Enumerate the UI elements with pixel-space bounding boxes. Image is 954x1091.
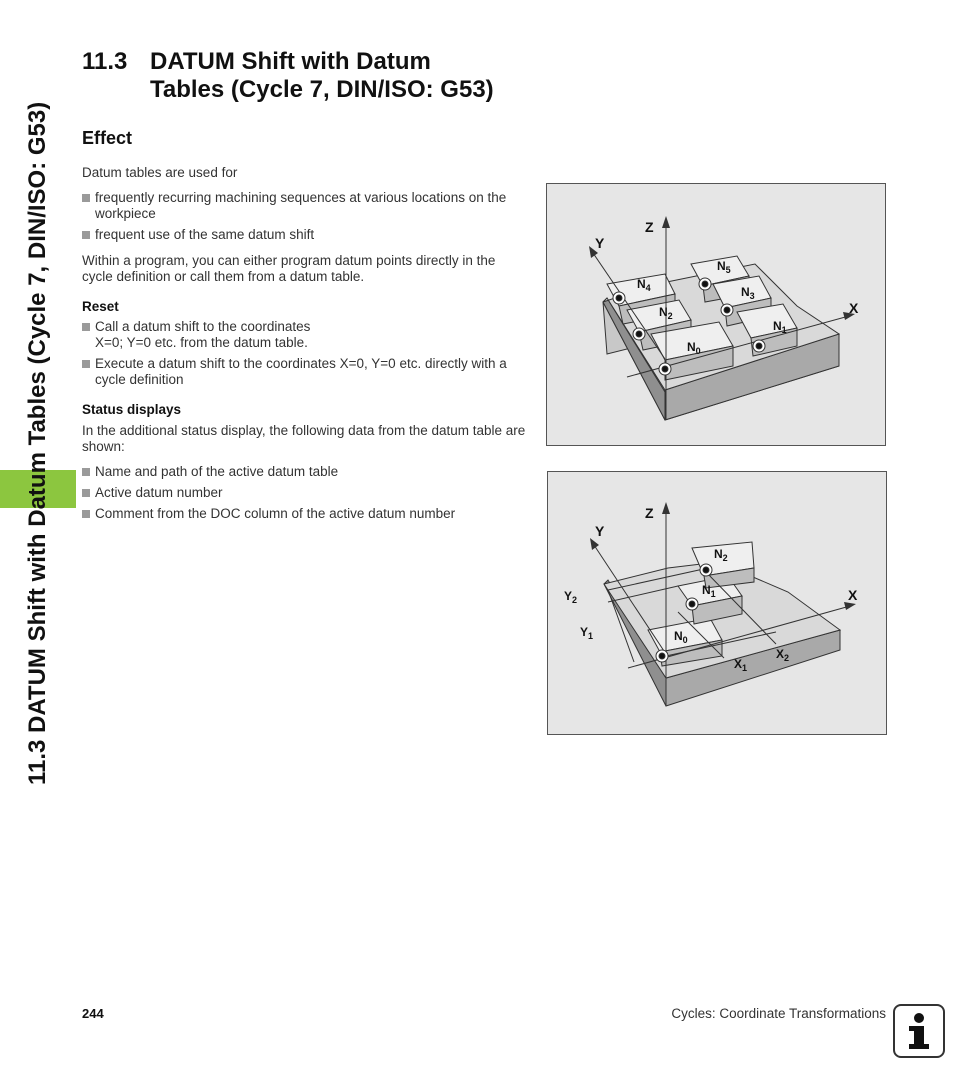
section-heading: Effect <box>82 128 133 148</box>
chapter-number: 11.3 <box>82 48 128 75</box>
datum-label-n0: $N_0$ <box>674 629 688 645</box>
chapter-title-line1: DATUM Shift with Datum <box>150 48 431 75</box>
status-heading: Status displays <box>82 402 182 417</box>
datum-label-n5: $N_5$ <box>717 259 731 275</box>
y-axis-label: Y <box>595 523 605 539</box>
within-program-text: Within a program, you can either program datum points directly in the cycle definition or call them from a datum table. <box>82 253 496 284</box>
list-item: frequently recurring machining sequences at various locations on the workpiece <box>82 190 527 222</box>
dimension-y1: $Y_1$ <box>580 625 594 641</box>
list-item: Comment from the DOC column of the active datum number <box>82 506 527 522</box>
list-item: Execute a datum shift to the coordinates X=0, Y=0 etc. directly with a cycle definition <box>82 356 527 388</box>
status-text: In the additional status display, the following data from the datum table are shown: <box>82 423 526 454</box>
datum-label-n2: $N_2$ <box>714 547 728 563</box>
body-text <box>82 165 527 522</box>
footer-title: Cycles: Coordinate Transformations <box>671 1006 886 1021</box>
y-axis-label: Y <box>595 235 605 251</box>
list-item: Call a datum shift to the coordinates X=0; Y=0 etc. from the datum table. <box>82 319 527 351</box>
dimension-x1: $X_1$ <box>734 657 748 673</box>
datum-shift-figure <box>547 471 887 735</box>
page-number: 244 <box>82 1006 104 1021</box>
datum-label-n1: $N_1$ <box>773 319 787 335</box>
side-chapter-title: 11.3 DATUM Shift with Datum Tables (Cycle 7, DIN/ISO: G53) <box>24 101 51 785</box>
list-item: Name and path of the active datum table <box>82 464 527 480</box>
chapter-title-line2: Tables (Cycle 7, DIN/ISO: G53) <box>150 76 494 103</box>
dimension-y2: $Y_2$ <box>564 589 578 605</box>
datum-label-n4: $N_4$ <box>637 277 651 293</box>
reset-heading: Reset <box>82 299 119 314</box>
intro-text: Datum tables are used for <box>82 165 238 180</box>
info-icon <box>893 1004 945 1058</box>
z-axis-label: Z <box>645 505 654 521</box>
x-axis-label: X <box>849 300 859 316</box>
datum-label-n3: $N_3$ <box>741 285 755 301</box>
datum-label-n1: $N_1$ <box>702 583 716 599</box>
x-axis-label: X <box>848 587 858 603</box>
list-item: Active datum number <box>82 485 527 501</box>
datum-label-n2: $N_2$ <box>659 305 673 321</box>
z-axis-label: Z <box>645 219 654 235</box>
dimension-x2: $X_2$ <box>776 647 790 663</box>
list-item: frequent use of the same datum shift <box>82 227 527 243</box>
datum-table-figure <box>546 183 886 446</box>
datum-label-n0: $N_0$ <box>687 340 701 356</box>
